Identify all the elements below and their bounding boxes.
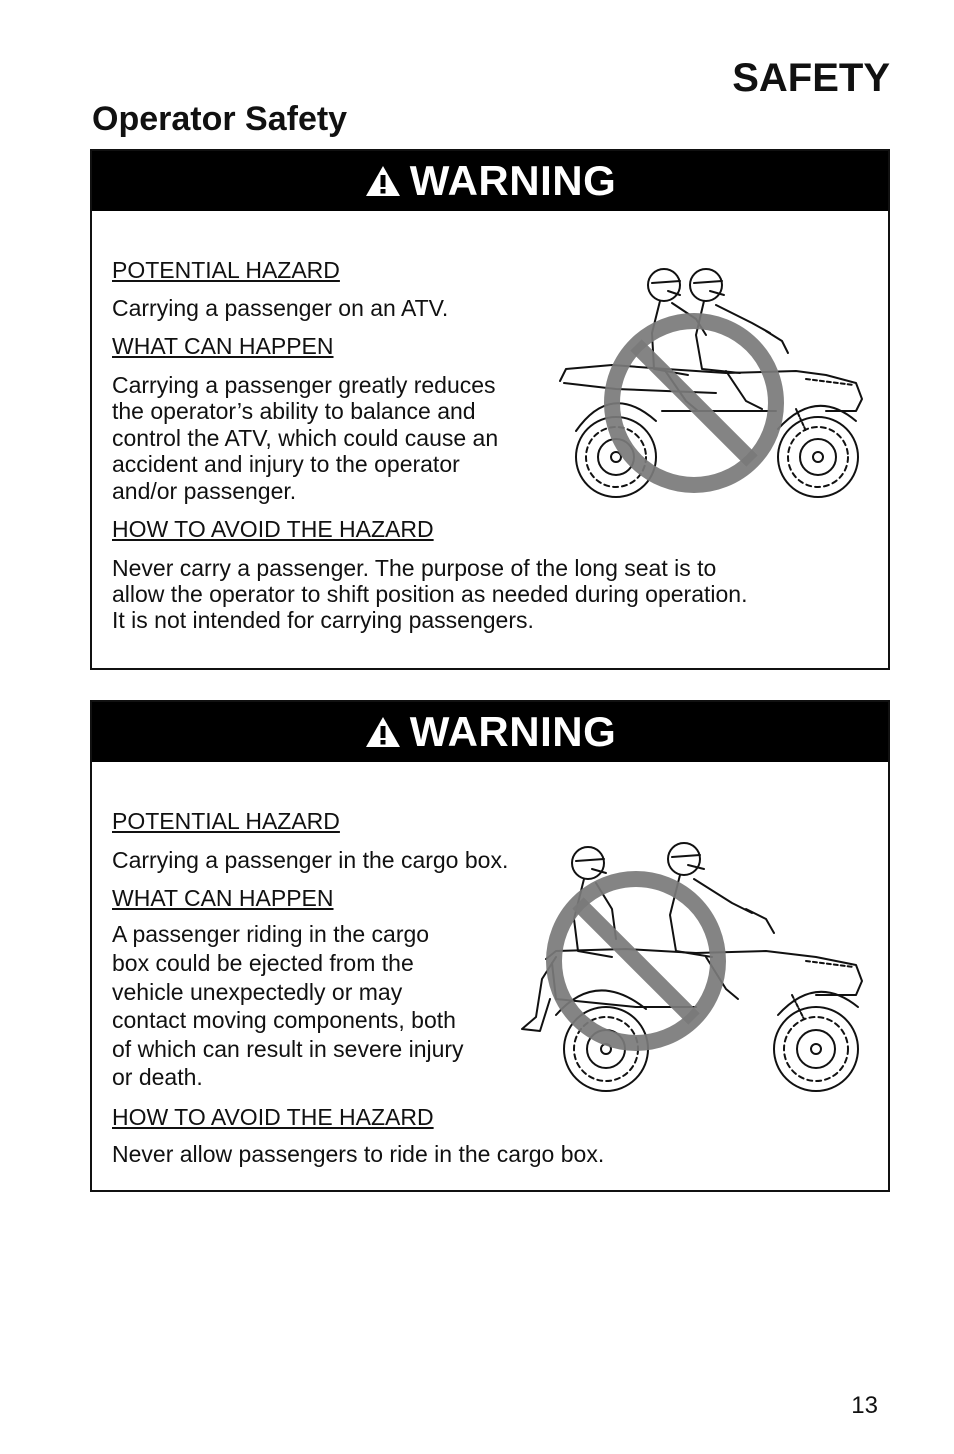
- what-can-happen-label: WHAT CAN HAPPEN: [112, 333, 334, 359]
- potential-hazard-label: POTENTIAL HAZARD: [112, 808, 340, 834]
- passenger-in-cargo-box-prohibited-illustration: [516, 839, 872, 1095]
- how-to-avoid-label: HOW TO AVOID THE HAZARD: [112, 1104, 434, 1130]
- what-can-happen-line: of which can result in severe injury: [112, 1036, 464, 1062]
- what-can-happen-line: control the ATV, which could cause an: [112, 425, 499, 451]
- warning-box-passenger: [90, 149, 890, 670]
- what-can-happen-line: and/or passenger.: [112, 478, 297, 504]
- what-can-happen-line: the operator’s ability to balance and: [112, 398, 476, 424]
- what-can-happen-line: accident and injury to the operator: [112, 451, 460, 477]
- how-to-avoid-line: It is not intended for carrying passengers.: [112, 607, 534, 633]
- warning-banner: [92, 702, 888, 762]
- what-can-happen-line: or death.: [112, 1064, 203, 1090]
- how-to-avoid-line: Never carry a passenger. The purpose of the long seat is to: [112, 555, 717, 581]
- warning-box-cargo-passenger: [90, 700, 890, 1192]
- subsection-title: Operator Safety: [92, 100, 348, 138]
- what-can-happen-line: A passenger riding in the cargo: [112, 921, 430, 947]
- warning-triangle-icon: [364, 164, 402, 198]
- what-can-happen-label: WHAT CAN HAPPEN: [112, 885, 334, 911]
- warning-title: WARNING: [409, 157, 617, 204]
- page-number: 13: [851, 1392, 878, 1419]
- how-to-avoid-line: Never allow passengers to ride in the cargo box.: [112, 1141, 605, 1167]
- how-to-avoid-line: allow the operator to shift position as needed during operation.: [112, 581, 748, 607]
- potential-hazard-text: Carrying a passenger in the cargo box.: [112, 847, 509, 873]
- what-can-happen-line: box could be ejected from the: [112, 950, 414, 976]
- atv-two-riders-prohibited-illustration: [556, 261, 872, 507]
- section-title: SAFETY: [732, 56, 890, 100]
- what-can-happen-line: vehicle unexpectedly or may: [112, 979, 403, 1005]
- potential-hazard-text: Carrying a passenger on an ATV.: [112, 295, 449, 321]
- what-can-happen-line: Carrying a passenger greatly reduces: [112, 372, 496, 398]
- warning-banner: [92, 151, 888, 211]
- how-to-avoid-label: HOW TO AVOID THE HAZARD: [112, 516, 434, 542]
- what-can-happen-line: contact moving components, both: [112, 1007, 456, 1033]
- warning-triangle-icon: [364, 715, 402, 749]
- warning-title: WARNING: [409, 708, 617, 755]
- potential-hazard-label: POTENTIAL HAZARD: [112, 257, 340, 283]
